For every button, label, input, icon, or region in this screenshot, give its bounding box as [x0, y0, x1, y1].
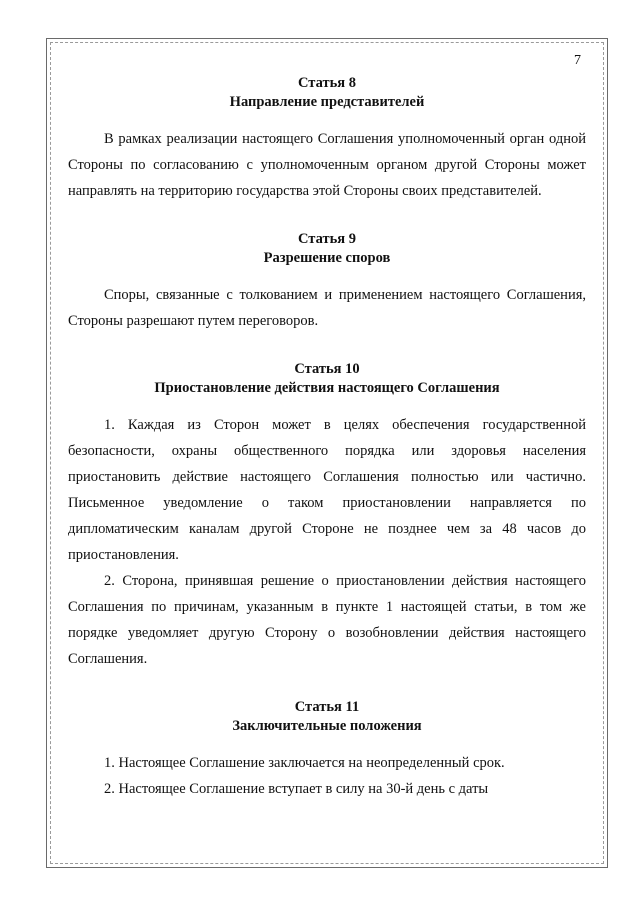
article-paragraph: 2. Настоящее Соглашение вступает в силу на 30-й день с даты — [104, 781, 489, 797]
article-paragraph: 1. Каждая из Сторон может в целях обеспечения государственной безопасности, охраны общественного порядка или здоровья населения приостановить действие настоящего Соглашения полностью или частично. Письменное уведомление о таком приостановлении направляется по дипломатическим каналам другой Стороне не позднее чем за 48 часов до приостановления. — [68, 417, 586, 563]
article-11 — [68, 698, 586, 802]
article-title: Заключительные положения — [232, 718, 422, 734]
article-number: Статья 10 — [294, 361, 360, 377]
article-title: Разрешение споров — [263, 250, 391, 266]
page-number: 7 — [574, 53, 581, 68]
article-title: Направление представителей — [229, 94, 425, 110]
article-paragraph: 1. Настоящее Соглашение заключается на неопределенный срок. — [104, 755, 505, 771]
article-paragraph: 2. Сторона, принявшая решение о приостановлении действия настоящего Соглашения по причинам, указанным в пункте 1 настоящей статьи, в том же порядке уведомляет другую Сторону о возобновлении действия настоящего Соглашения. — [68, 573, 586, 667]
article-title: Приостановление действия настоящего Соглашения — [154, 380, 500, 396]
article-number: Статья 11 — [294, 699, 360, 715]
article-10 — [68, 360, 586, 672]
article-8 — [68, 74, 586, 204]
article-paragraph: Споры, связанные с толкованием и применением настоящего Соглашения, Стороны разрешают путем переговоров. — [68, 287, 586, 329]
document-body — [68, 74, 586, 802]
article-9 — [68, 230, 586, 334]
article-number: Статья 9 — [298, 231, 356, 247]
article-paragraph: В рамках реализации настоящего Соглашения уполномоченный орган одной Стороны по согласованию с уполномоченным органом другой Стороны может направлять на территорию государства этой Стороны своих представителей. — [68, 131, 586, 199]
article-number: Статья 8 — [298, 75, 356, 91]
